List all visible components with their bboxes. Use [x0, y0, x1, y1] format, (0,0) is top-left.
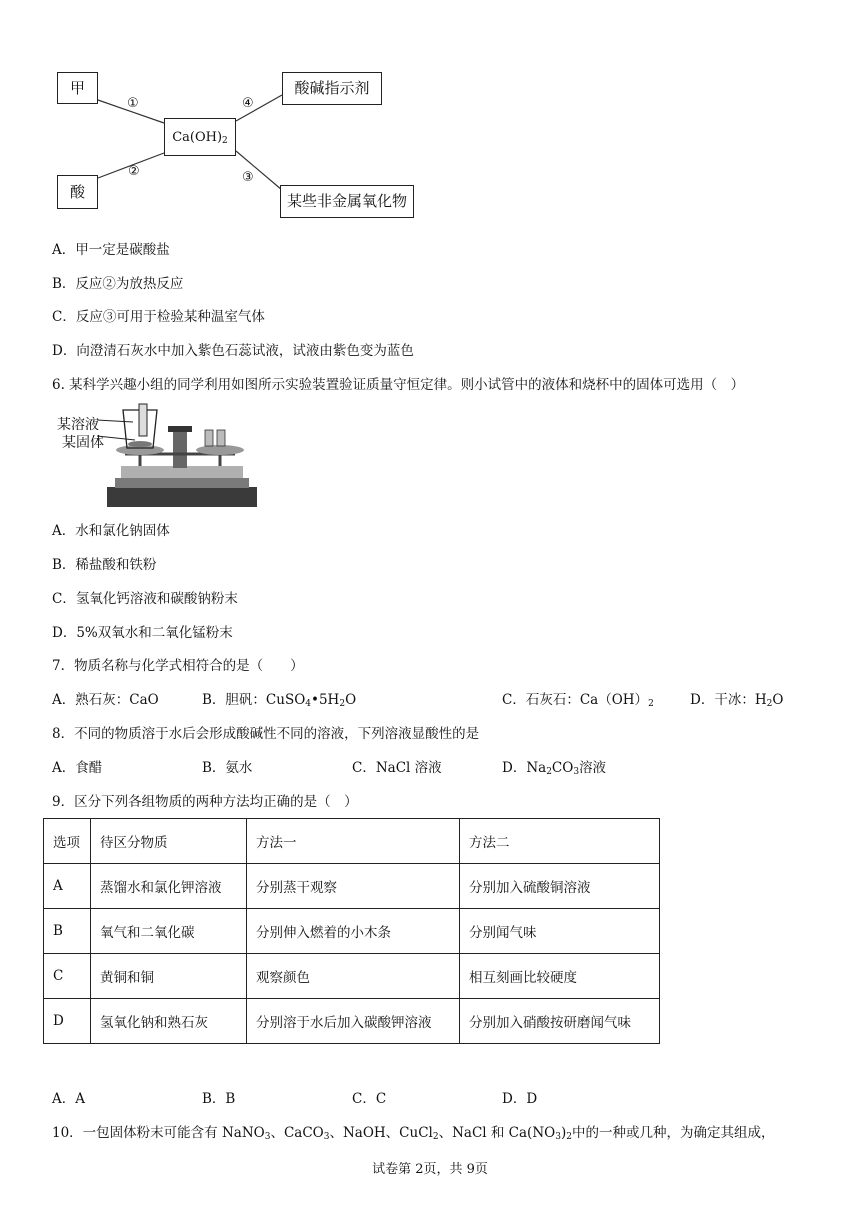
table-cell: 黄铜和铜 [91, 954, 247, 999]
label-solution: 某溶液 [57, 417, 99, 433]
q7-option-b: B．胆矾：$CuSO_4•5H_2O$ [202, 692, 357, 709]
q8-option-c: C．NaCl 溶液 [352, 760, 442, 776]
header-cell: 选项 [44, 819, 91, 864]
q5-option-d: D．向澄清石灰水中加入紫色石蕊试液，试液由紫色变为蓝色 [52, 343, 414, 359]
header-cell: 方法一 [247, 819, 460, 864]
table-row [44, 999, 660, 1044]
table-header-row [44, 819, 660, 864]
box-nonmetal-oxide-label: 某些非金属氧化物 [286, 192, 407, 210]
table-cell: 分别加入硫酸铜溶液 [460, 864, 660, 909]
header-cell: 方法二 [460, 819, 660, 864]
q7-option-d: D．干冰：$H_2O$ [690, 692, 784, 709]
box-indicator-label: 酸碱指示剂 [294, 79, 370, 97]
table-cell: 蒸馏水和氯化钾溶液 [91, 864, 247, 909]
table-cell: 分别加入硝酸按研磨闻气味 [460, 999, 660, 1044]
box-jia [57, 72, 98, 104]
table-cell: 分别蒸干观察 [247, 864, 460, 909]
table-cell: 分别闻气味 [460, 909, 660, 954]
q8-stem: 8．不同的物质溶于水后会形成酸碱性不同的溶液，下列溶液显酸性的是 [52, 726, 480, 742]
table-cell: A [44, 864, 91, 909]
header-cell: 待区分物质 [91, 819, 247, 864]
q6-stem: 6. 某科学兴趣小组的同学利用如图所示实验装置验证质量守恒定律。则小试管中的液体和烧杯中的固体可选用（ ） [52, 377, 745, 393]
q9-option-a: A．A [52, 1091, 85, 1107]
q9-option-b: B．B [202, 1091, 236, 1107]
q9-stem: 9．区分下列各组物质的两种方法均正确的是（ ） [52, 794, 358, 810]
box-acid [57, 175, 98, 209]
marker-3: ③ [242, 170, 254, 185]
box-nonmetal-oxide [280, 185, 414, 218]
table-cell: 观察颜色 [247, 954, 460, 999]
q5-option-c: C．反应③可用于检验某种温室气体 [52, 309, 265, 325]
label-solid: 某固体 [62, 435, 104, 451]
marker-1: ① [127, 96, 139, 111]
table-row [44, 954, 660, 999]
q6-option-d: D．5%双氧水和二氧化锰粉末 [52, 625, 233, 641]
q9-table [43, 818, 660, 1044]
table-cell: 相互刻画比较硬度 [460, 954, 660, 999]
q6-option-b: B．稀盐酸和铁粉 [52, 557, 157, 573]
table-cell: 分别溶于水后加入碳酸钾溶液 [247, 999, 460, 1044]
q9-option-d: D．D [502, 1091, 538, 1107]
marker-2: ② [128, 164, 140, 179]
q7-option-a: A．熟石灰：CaO [52, 692, 159, 708]
box-jia-label: 甲 [69, 78, 85, 97]
q6-option-c: C．氢氧化钙溶液和碳酸钠粉末 [52, 591, 238, 607]
table-cell: C [44, 954, 91, 999]
q8-option-d: D．$Na_2CO_3$溶液 [502, 760, 607, 777]
table-row [44, 864, 660, 909]
page-footer: 试卷第 2页，共 9页 [372, 1162, 488, 1177]
q10-stem: 10．一包固体粉末可能含有 NaNO$_3$、CaCO$_3$、NaOH、CuCl$_2$、NaCl 和 $Ca(NO_3)_2$中的一种或几种，为确定其组成， [52, 1125, 775, 1142]
table-cell: 分别伸入燃着的小木条 [247, 909, 460, 954]
box-caoh2-label: $Ca(OH)_2$ [172, 129, 228, 146]
q7-option-c: C．石灰石：$Ca(OH)_2$ [502, 692, 654, 709]
box-caoh2 [164, 118, 236, 156]
table-cell: 氢氧化钠和熟石灰 [91, 999, 247, 1044]
table-cell: B [44, 909, 91, 954]
q5-option-a: A．甲一定是碳酸盐 [52, 242, 170, 258]
box-acid-label: 酸 [69, 182, 85, 201]
table-cell: 氧气和二氧化碳 [91, 909, 247, 954]
q8-option-a: A．食醋 [52, 760, 103, 776]
table-cell: D [44, 999, 91, 1044]
q6-option-a: A．水和氯化钠固体 [52, 523, 170, 539]
q7-stem: 7．物质名称与化学式相符合的是（ ） [52, 658, 304, 674]
marker-4: ④ [242, 96, 254, 111]
q8-option-b: B．氨水 [202, 760, 253, 776]
table-row [44, 909, 660, 954]
q9-option-c: C．C [352, 1091, 387, 1107]
q5-option-b: B．反应②为放热反应 [52, 276, 184, 292]
box-indicator [282, 72, 382, 105]
